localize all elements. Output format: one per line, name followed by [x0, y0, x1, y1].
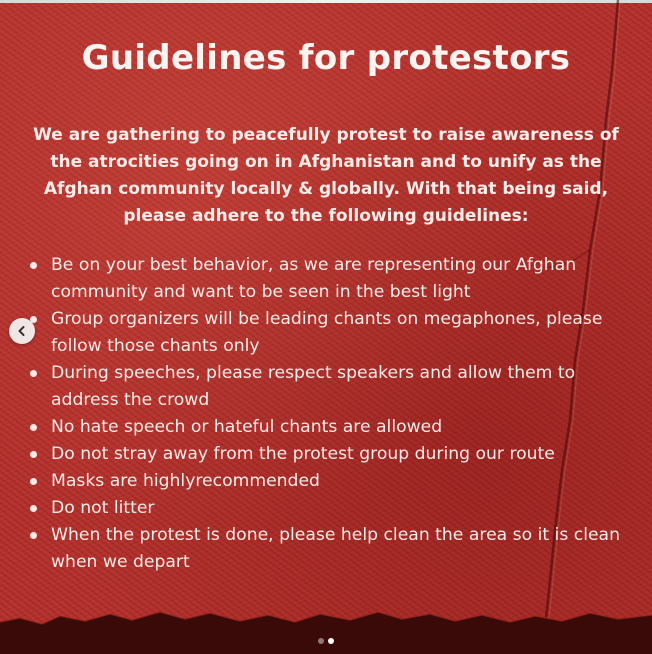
guideline-item: No hate speech or hateful chants are allowed: [24, 414, 636, 441]
guideline-item: During speeches, please respect speakers and allow them to address the crowd: [24, 360, 636, 414]
carousel-dot-2-active[interactable]: [328, 638, 334, 644]
carousel-indicator: [0, 638, 652, 644]
post-title: Guidelines for protestors: [81, 38, 571, 78]
top-border: [0, 0, 652, 3]
guideline-item: Do not stray away from the protest group during our route: [24, 441, 636, 468]
torn-paper-edge: [0, 594, 652, 654]
carousel-dot-1[interactable]: [318, 638, 324, 644]
intro-paragraph: We are gathering to peacefully protest to raise awareness of the atrocities going on in Afghanistan and to unify as the Afghan community locally & globally. With that being said, please adhere to the following guidelines:: [33, 125, 619, 226]
guideline-item: Be on your best behavior, as we are representing our Afghan community and want to be seen in the best light: [24, 252, 636, 306]
guideline-item: Group organizers will be leading chants on megaphones, please follow those chants only: [24, 306, 636, 360]
previous-slide-button[interactable]: [9, 318, 35, 344]
guideline-item: When the protest is done, please help clean the area so it is clean when we depart: [24, 522, 636, 576]
guideline-item: Do not litter: [24, 495, 636, 522]
guideline-item: Masks are highlyrecommended: [24, 468, 636, 495]
chevron-left-icon: [16, 325, 28, 337]
guidelines-list: [24, 252, 636, 576]
